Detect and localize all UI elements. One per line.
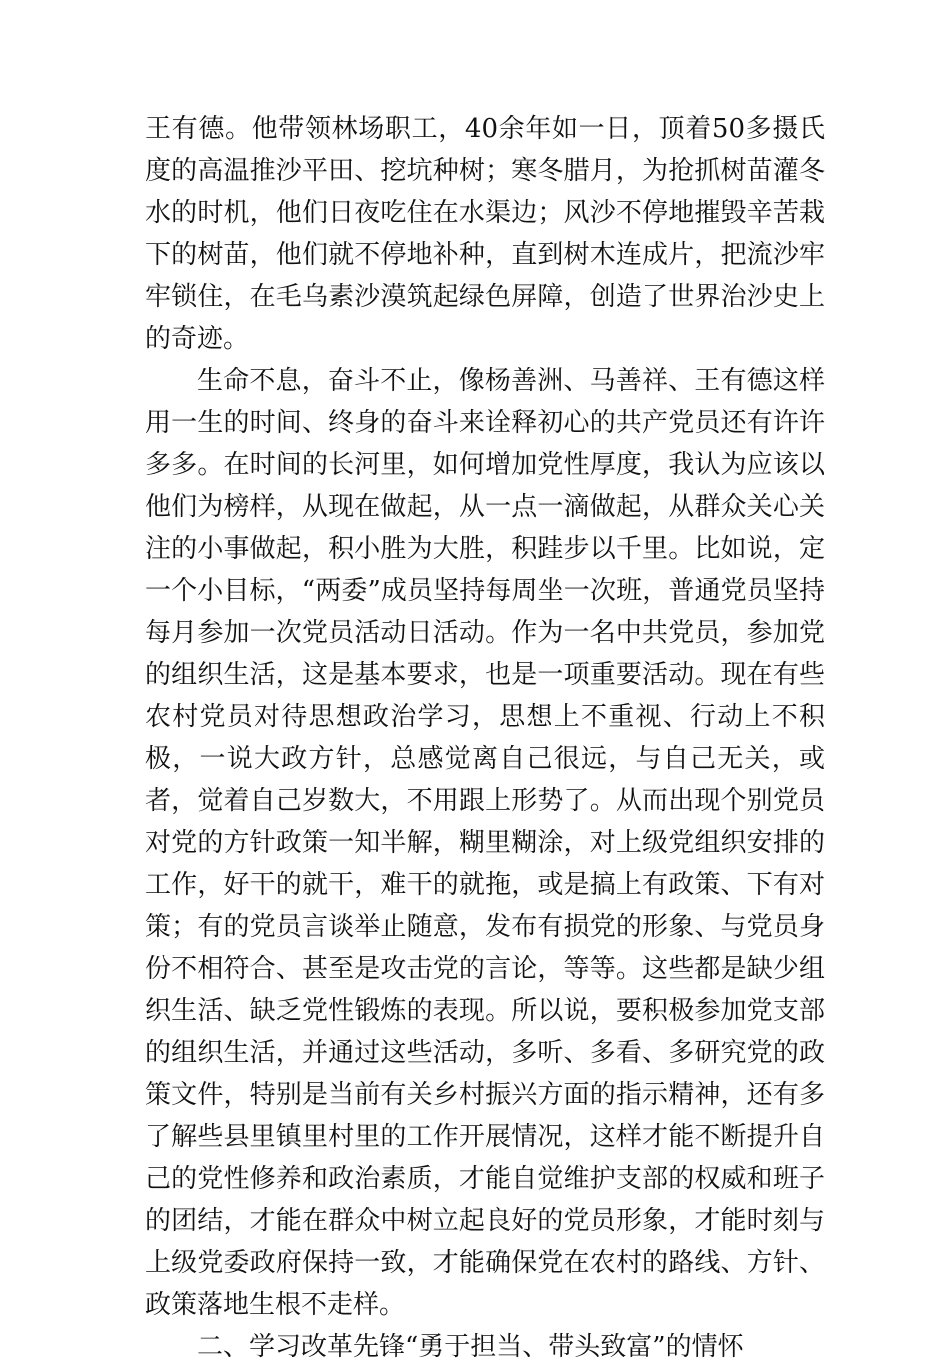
section-heading: 二、学习改革先锋“勇于担当、带头致富”的情怀 [197, 1332, 744, 1362]
paragraph-main: 生命不息，奋斗不止，像杨善洲、马善祥、王有德这样用一生的时间、终身的奋斗来诠释初心的共产党员还有许许多多。在时间的长河里，如何增加党性厚度，我认为应该以他们为榜样，从现在做起，从一点一滴做起，从群众关心关注的小事做起，积小胜为大胜，积跬步以千里。比如说，定一个小目标，“两委”成员坚持每周坐一次班，普通党员坚持每月参加一次党员活动日活动。作为一名中共党员，参加党的组织生活，这是基本要求，也是一项重要活动。现在有些农村党员对待思想政治学习，思想上不重视、行动上不积极，一说大政方针，总感觉离自己很远，与自己无关，或者，觉着自己岁数大，不用跟上形势了。从而出现个别党员对党的方针政策一知半解，糊里糊涂，对上级党组织安排的工作，好干的就干，难干的就拖，或是搞上有政策、下有对策；有的党员言谈举止随意，发布有损党的形象、与党员身份不相符合、甚至是攻击党的言论，等等。这些都是缺少组织生活、缺乏党性锻炼的表现。所以说，要积极参加党支部的组织生活，并通过这些活动，多听、多看、多研究党的政策文件，特别是当前有关乡村振兴方面的指示精神，还有多了解些县里镇里村里的工作开展情况，这样才能不断提升自己的党性修养和政治素质，才能自觉维护支部的权威和班子的团结，才能在群众中树立起良好的党员形象，才能时刻与上级党委政府保持一致，才能确保党在农村的路线、方针、政策落地生根不走样。 [145, 366, 825, 1320]
document-body [145, 108, 825, 1368]
paragraph-continuation: 王有德。他带领林场职工，40余年如一日，顶着50多摄氏度的高温推沙平田、挖坑种树；寒冬腊月，为抢抓树苗灌冬水的时机，他们日夜吃住在水渠边；风沙不停地摧毁辛苦栽下的树苗，他们就不停地补种，直到树木连成片，把流沙牢牢锁住，在毛乌素沙漠筑起绿色屏障，创造了世界治沙史上的奇迹。 [145, 114, 825, 354]
